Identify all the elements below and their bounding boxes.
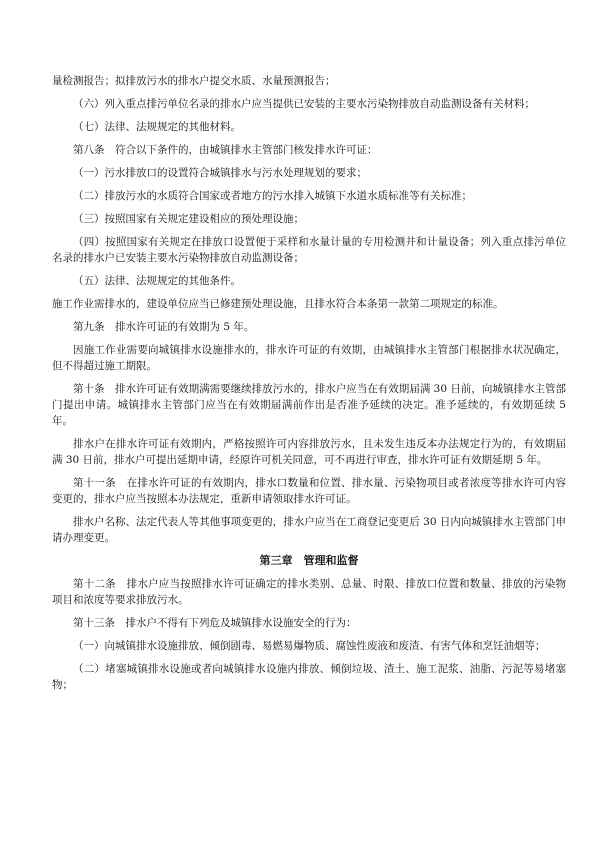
paragraph: （一）污水排放口的设置符合城镇排水与污水处理规划的要求； (73, 167, 367, 179)
paragraph: （二）堵塞城镇排水设施或者向城镇排水设施内排放、倾倒垃圾、渣土、施工泥浆、油脂、污泥等易堵塞物； (52, 663, 566, 691)
paragraph: （七）法律、法规规定的其他材料。 (73, 121, 241, 133)
paragraph: 第十一条 在排水许可证的有效期内，排水口数量和位置、排水量、污染物项目或者浓度等排水许可内容变更的，排水户应当按照本办法规定，重新申请领取排水许可证。 (52, 477, 566, 505)
paragraph: 因施工作业需要向城镇排水设施排水的，排水许可证的有效期，由城镇排水主管部门根据排水状况确定，但不得超过施工期限。 (52, 344, 566, 372)
paragraph: （二）排放污水的水质符合国家或者地方的污水排入城镇下水道水质标准等有关标准； (73, 190, 472, 202)
paragraph: 施工作业需排水的，建设单位应当已修建预处理设施，且排水符合本条第一款第二项规定的标准。 (52, 298, 504, 310)
document-body (52, 73, 566, 700)
paragraph: 量检测报告；拟排放污水的排水户提交水质、水量预测报告； (52, 75, 336, 87)
paragraph: （三）按照国家有关规定建设相应的预处理设施； (73, 213, 304, 225)
paragraph: （五）法律、法规规定的其他条件。 (73, 275, 241, 287)
paragraph: 第十二条 排水户应当按照排水许可证确定的排水类别、总量、时限、排放口位置和数量、排放的污染物项目和浓度等要求排放污水。 (52, 578, 566, 606)
paragraph: （一）向城镇排水设施排放、倾倒剧毒、易燃易爆物质、腐蚀性废液和废渣、有害气体和烹饪油烟等； (73, 640, 546, 652)
paragraph: （四）按照国家有关规定在排放口设置便于采样和水量计量的专用检测井和计量设备；列入重点排污单位名录的排水户已安装主要水污染物排放自动监测设备； (52, 236, 566, 264)
paragraph: 排水户在排水许可证有效期内，严格按照许可内容排放污水，且未发生违反本办法规定行为的，有效期届满 30 日前，排水户可提出延期申请，经原许可机关同意，可不再进行审查，排水许可证有效期延期 5 年。 (52, 438, 566, 466)
paragraph: 第十三条 排水户不得有下列危及城镇排水设施安全的行为： (73, 617, 357, 629)
paragraph: 排水户名称、法定代表人等其他事项变更的，排水户应当在工商登记变更后 30 日内向城镇排水主管部门申请办理变更。 (52, 516, 566, 544)
paragraph: （六）列入重点排污单位名录的排水户应当提供已安装的主要水污染物排放自动监测设备有关材料； (73, 98, 535, 110)
paragraph: 第十条 排水许可证有效期满需要继续排放污水的，排水户应当在有效期届满 30 日前，向城镇排水主管部门提出申请。城镇排水主管部门应当在有效期届满前作出是否准予延续的决定。准予延续的，有效期延续 5 年。 (52, 383, 566, 427)
paragraph: 第八条 符合以下条件的，由城镇排水主管部门核发排水许可证： (73, 144, 378, 156)
chapter-heading: 第三章 管理和监督 (259, 554, 359, 567)
paragraph: 第九条 排水许可证的有效期为 5 年。 (73, 321, 255, 333)
